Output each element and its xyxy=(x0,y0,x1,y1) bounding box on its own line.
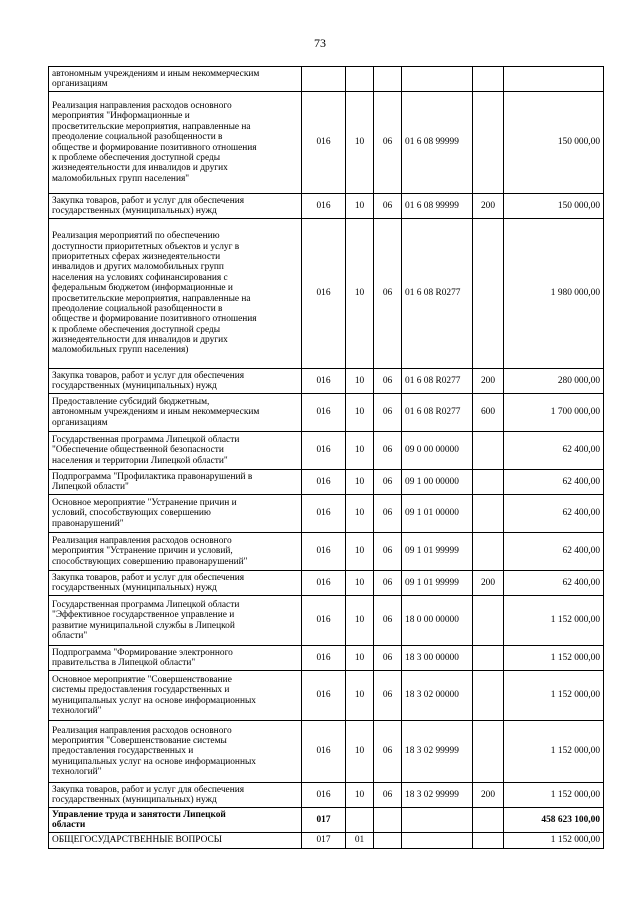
subsection-code-cell: 06 xyxy=(374,646,402,671)
subsection-code-cell: 06 xyxy=(374,671,402,721)
subsection-code-cell: 06 xyxy=(374,533,402,571)
table-row xyxy=(49,394,604,432)
target-article-cell xyxy=(402,808,473,833)
expense-type-cell xyxy=(473,533,504,571)
target-article-cell: 09 1 00 00000 xyxy=(402,470,473,495)
subsection-code-cell: 06 xyxy=(374,783,402,808)
admin-code-cell: 016 xyxy=(302,470,346,495)
target-article-cell xyxy=(402,833,473,849)
target-article-cell: 01 6 08 R0277 xyxy=(402,219,473,369)
expense-name-cell: автономным учреждениям и иным некоммерческим организациям xyxy=(49,67,302,92)
expense-type-cell xyxy=(473,92,504,194)
table-row xyxy=(49,67,604,92)
expense-name-cell: ОБЩЕГОСУДАРСТВЕННЫЕ ВОПРОСЫ xyxy=(49,833,302,849)
section-code-cell: 10 xyxy=(346,671,374,721)
admin-code-cell: 016 xyxy=(302,646,346,671)
expense-type-cell xyxy=(473,833,504,849)
table-row xyxy=(49,194,604,219)
subsection-code-cell xyxy=(374,833,402,849)
section-code-cell xyxy=(346,67,374,92)
expense-name-cell: Реализация направления расходов основного мероприятия "Устранение причин и условий, способствующих совершению правонарушений" xyxy=(49,533,302,571)
target-article-cell: 01 6 08 R0277 xyxy=(402,369,473,394)
expense-name-cell: Государственная программа Липецкой области "Обеспечение общественной безопасности населения и территории Липецкой области" xyxy=(49,432,302,470)
amount-cell: 458 623 100,00 xyxy=(504,808,604,833)
section-code-cell: 10 xyxy=(346,219,374,369)
expense-name-cell: Предоставление субсидий бюджетным, автономным учреждениям и иным некоммерческим организациям xyxy=(49,394,302,432)
subsection-code-cell: 06 xyxy=(374,369,402,394)
expense-name-cell: Закупка товаров, работ и услуг для обеспечения государственных (муниципальных) нужд xyxy=(49,783,302,808)
subsection-code-cell: 06 xyxy=(374,394,402,432)
amount-cell: 62 400,00 xyxy=(504,533,604,571)
amount-cell: 1 700 000,00 xyxy=(504,394,604,432)
expense-name-cell: Государственная программа Липецкой области "Эффективное государственное управление и развитие муниципальной службы в Липецкой области" xyxy=(49,596,302,646)
admin-code-cell: 016 xyxy=(302,571,346,596)
table-row xyxy=(49,219,604,369)
section-code-cell: 10 xyxy=(346,721,374,783)
table-row xyxy=(49,470,604,495)
admin-code-cell: 016 xyxy=(302,533,346,571)
section-code-cell: 10 xyxy=(346,495,374,533)
section-code-cell: 10 xyxy=(346,92,374,194)
table-row xyxy=(49,808,604,833)
target-article-cell: 09 1 01 99999 xyxy=(402,533,473,571)
section-code-cell: 10 xyxy=(346,783,374,808)
subsection-code-cell xyxy=(374,808,402,833)
admin-code-cell: 016 xyxy=(302,92,346,194)
amount-cell: 150 000,00 xyxy=(504,92,604,194)
table-row xyxy=(49,783,604,808)
target-article-cell: 01 6 08 99999 xyxy=(402,92,473,194)
admin-code-cell xyxy=(302,67,346,92)
section-code-cell: 01 xyxy=(346,833,374,849)
section-code-cell: 10 xyxy=(346,571,374,596)
expense-name-cell: Основное мероприятие "Устранение причин и условий, способствующих совершению правонарушений" xyxy=(49,495,302,533)
table-row xyxy=(49,495,604,533)
table-row xyxy=(49,369,604,394)
admin-code-cell: 016 xyxy=(302,721,346,783)
expense-type-cell: 200 xyxy=(473,194,504,219)
table-row xyxy=(49,721,604,783)
admin-code-cell: 017 xyxy=(302,833,346,849)
admin-code-cell: 016 xyxy=(302,432,346,470)
table-row xyxy=(49,833,604,849)
expense-name-cell: Закупка товаров, работ и услуг для обеспечения государственных (муниципальных) нужд xyxy=(49,571,302,596)
target-article-cell: 18 3 02 99999 xyxy=(402,783,473,808)
page-number: 73 xyxy=(314,36,326,50)
target-article-cell: 18 3 00 00000 xyxy=(402,646,473,671)
subsection-code-cell: 06 xyxy=(374,92,402,194)
section-code-cell: 10 xyxy=(346,194,374,219)
table-row xyxy=(49,671,604,721)
table-row xyxy=(49,646,604,671)
target-article-cell: 01 6 08 99999 xyxy=(402,194,473,219)
amount-cell: 62 400,00 xyxy=(504,432,604,470)
amount-cell: 1 152 000,00 xyxy=(504,671,604,721)
subsection-code-cell: 06 xyxy=(374,432,402,470)
section-code-cell: 10 xyxy=(346,596,374,646)
table-row xyxy=(49,432,604,470)
section-code-cell: 10 xyxy=(346,533,374,571)
section-code-cell: 10 xyxy=(346,432,374,470)
budget-table-body xyxy=(49,67,604,849)
amount-cell xyxy=(504,67,604,92)
expense-type-cell xyxy=(473,596,504,646)
expense-type-cell xyxy=(473,495,504,533)
expense-type-cell: 600 xyxy=(473,394,504,432)
budget-table xyxy=(48,66,604,849)
amount-cell: 1 980 000,00 xyxy=(504,219,604,369)
amount-cell: 1 152 000,00 xyxy=(504,596,604,646)
expense-name-cell: Подпрограмма "Профилактика правонарушений в Липецкой области" xyxy=(49,470,302,495)
admin-code-cell: 016 xyxy=(302,219,346,369)
subsection-code-cell: 06 xyxy=(374,596,402,646)
amount-cell: 62 400,00 xyxy=(504,571,604,596)
subsection-code-cell: 06 xyxy=(374,470,402,495)
expense-type-cell xyxy=(473,721,504,783)
expense-type-cell xyxy=(473,671,504,721)
admin-code-cell: 016 xyxy=(302,671,346,721)
expense-name-cell: Реализация мероприятий по обеспечению доступности приоритетных объектов и услуг в приоритетных сферах жизнедеятельности инвалидов и других маломобильных групп населения на условиях софинансирования с федеральным бюджетом (информационные и просветительские мероприятия, направленные на преодоление социальной разобщенности в обществе и формирование позитивного отношения к проблеме обеспечения доступной среды жизнедеятельности для инвалидов и других маломобильных групп населения) xyxy=(49,219,302,369)
expense-name-cell: Закупка товаров, работ и услуг для обеспечения государственных (муниципальных) нужд xyxy=(49,194,302,219)
amount-cell: 62 400,00 xyxy=(504,470,604,495)
admin-code-cell: 016 xyxy=(302,194,346,219)
table-row xyxy=(49,571,604,596)
target-article-cell xyxy=(402,67,473,92)
admin-code-cell: 016 xyxy=(302,783,346,808)
target-article-cell: 18 3 02 00000 xyxy=(402,671,473,721)
expense-name-cell: Реализация направления расходов основного мероприятия "Информационные и просветительские мероприятия, направленные на преодоление социальной разобщенности в обществе и формирование позитивного отношения к проблеме обеспечения доступной среды жизнедеятельности для инвалидов и других маломобильных групп населения" xyxy=(49,92,302,194)
subsection-code-cell: 06 xyxy=(374,194,402,219)
subsection-code-cell xyxy=(374,67,402,92)
admin-code-cell: 017 xyxy=(302,808,346,833)
target-article-cell: 09 1 01 00000 xyxy=(402,495,473,533)
section-code-cell: 10 xyxy=(346,369,374,394)
section-code-cell: 10 xyxy=(346,470,374,495)
expense-name-cell: Закупка товаров, работ и услуг для обеспечения государственных (муниципальных) нужд xyxy=(49,369,302,394)
target-article-cell: 09 1 01 99999 xyxy=(402,571,473,596)
subsection-code-cell: 06 xyxy=(374,571,402,596)
expense-type-cell xyxy=(473,219,504,369)
expense-name-cell: Управление труда и занятости Липецкой области xyxy=(49,808,302,833)
table-row xyxy=(49,92,604,194)
table-row xyxy=(49,596,604,646)
target-article-cell: 18 0 00 00000 xyxy=(402,596,473,646)
admin-code-cell: 016 xyxy=(302,394,346,432)
section-code-cell xyxy=(346,808,374,833)
subsection-code-cell: 06 xyxy=(374,495,402,533)
amount-cell: 280 000,00 xyxy=(504,369,604,394)
section-code-cell: 10 xyxy=(346,646,374,671)
amount-cell: 1 152 000,00 xyxy=(504,721,604,783)
admin-code-cell: 016 xyxy=(302,495,346,533)
amount-cell: 62 400,00 xyxy=(504,495,604,533)
amount-cell: 1 152 000,00 xyxy=(504,646,604,671)
subsection-code-cell: 06 xyxy=(374,219,402,369)
expense-type-cell xyxy=(473,470,504,495)
expense-type-cell xyxy=(473,67,504,92)
admin-code-cell: 016 xyxy=(302,369,346,394)
expense-name-cell: Подпрограмма "Формирование электронного правительства в Липецкой области" xyxy=(49,646,302,671)
admin-code-cell: 016 xyxy=(302,596,346,646)
expense-type-cell xyxy=(473,646,504,671)
target-article-cell: 18 3 02 99999 xyxy=(402,721,473,783)
expense-name-cell: Основное мероприятие "Совершенствование системы предоставления государственных и муниципальных услуг на основе информационных технологий" xyxy=(49,671,302,721)
amount-cell: 1 152 000,00 xyxy=(504,783,604,808)
expense-type-cell xyxy=(473,808,504,833)
expense-type-cell: 200 xyxy=(473,571,504,596)
amount-cell: 1 152 000,00 xyxy=(504,833,604,849)
expense-type-cell: 200 xyxy=(473,783,504,808)
expense-name-cell: Реализация направления расходов основного мероприятия "Совершенствование системы предоставления государственных и муниципальных услуг на основе информационных технологий" xyxy=(49,721,302,783)
section-code-cell: 10 xyxy=(346,394,374,432)
expense-type-cell: 200 xyxy=(473,369,504,394)
target-article-cell: 09 0 00 00000 xyxy=(402,432,473,470)
target-article-cell: 01 6 08 R0277 xyxy=(402,394,473,432)
subsection-code-cell: 06 xyxy=(374,721,402,783)
expense-type-cell xyxy=(473,432,504,470)
amount-cell: 150 000,00 xyxy=(504,194,604,219)
table-row xyxy=(49,533,604,571)
